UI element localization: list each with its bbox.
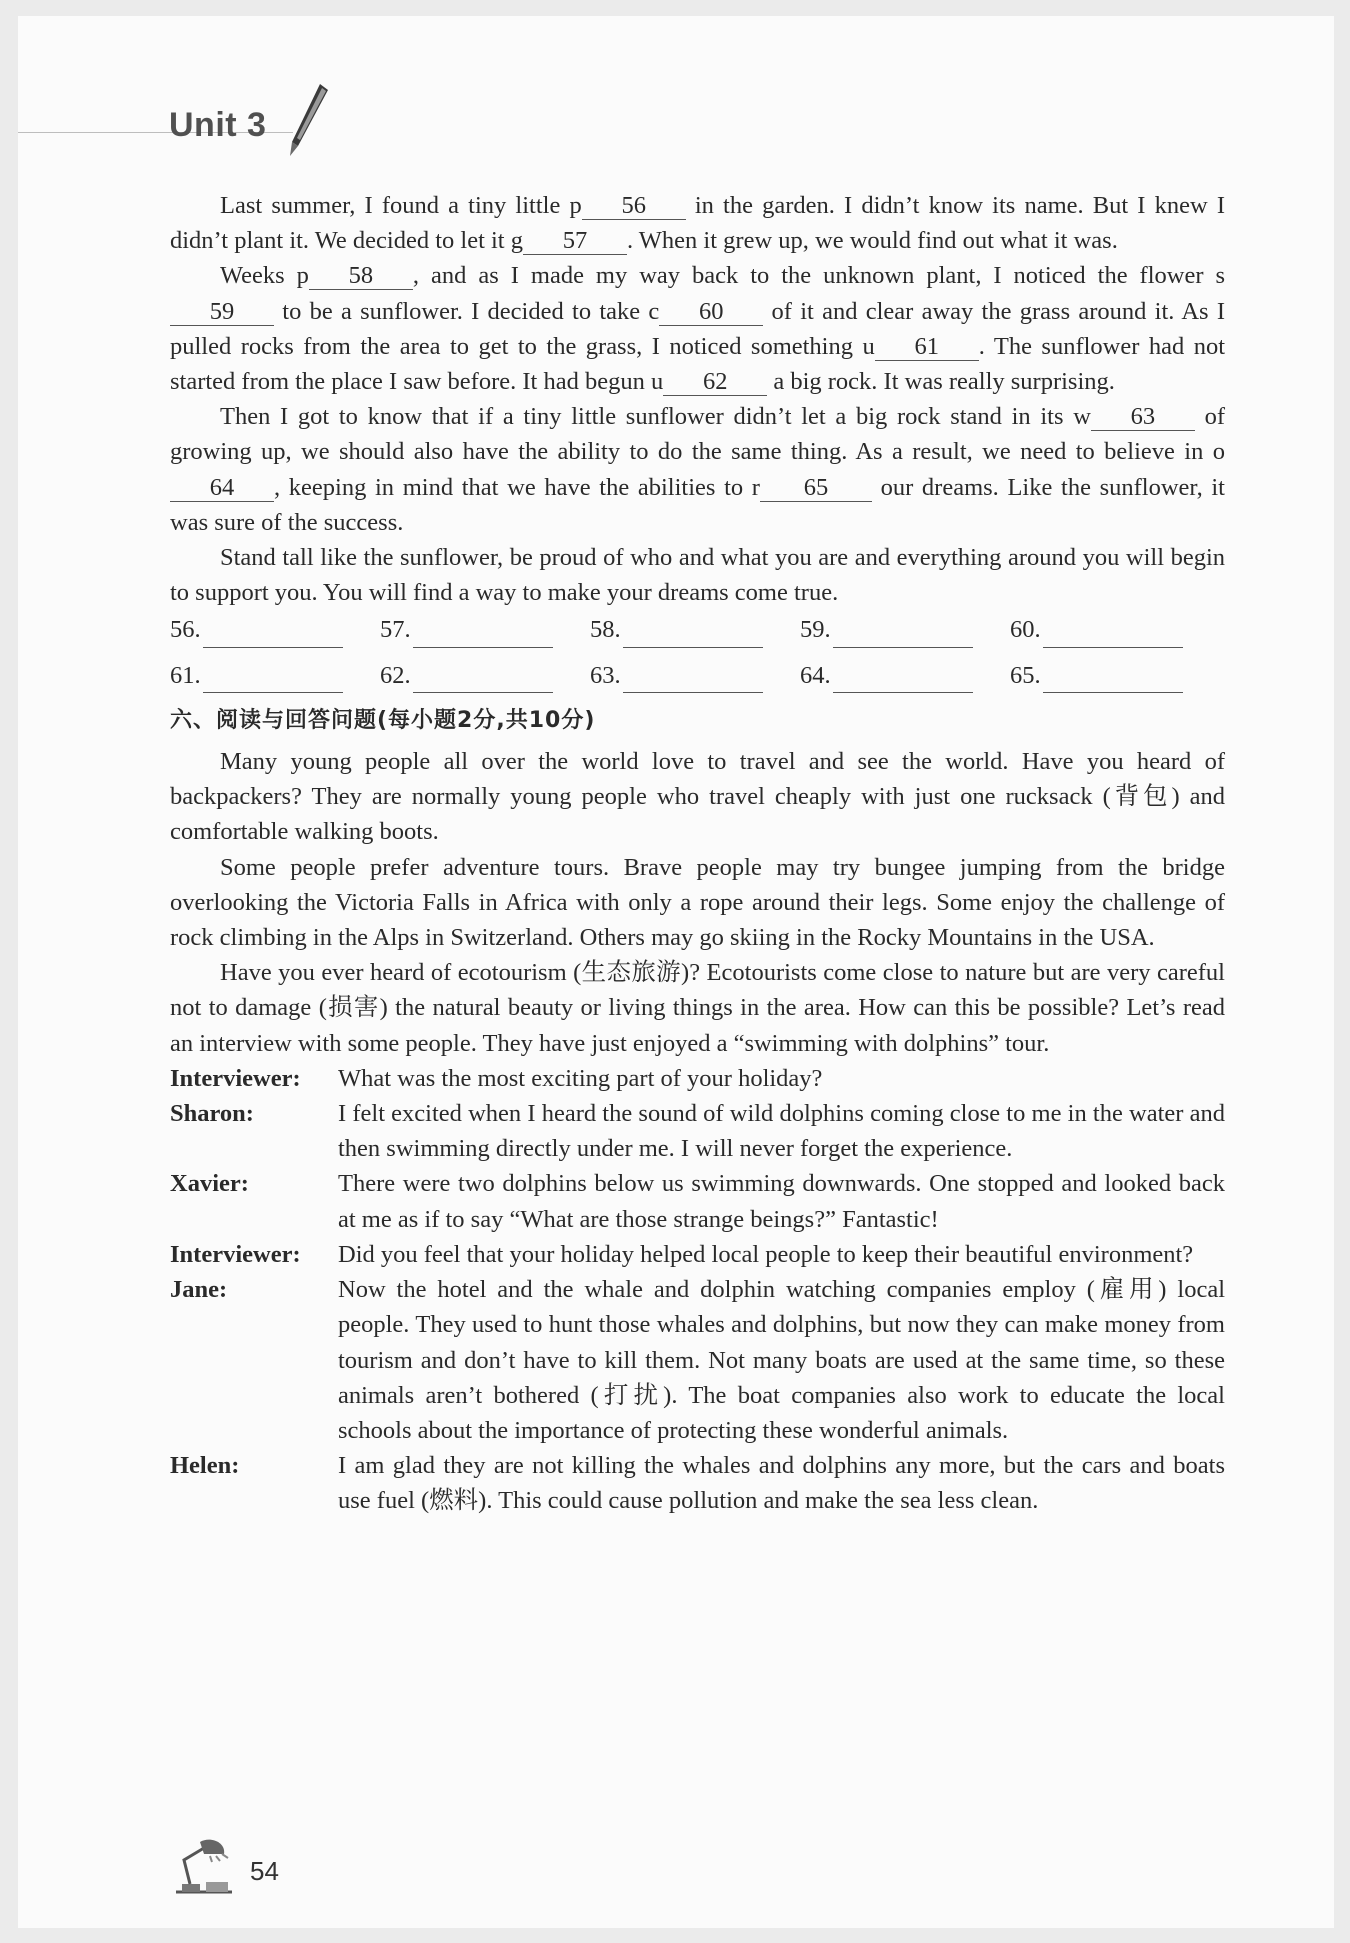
page-number: 54	[250, 1856, 279, 1886]
cloze-paragraph-1: Last summer, I found a tiny little p 56 in the garden. I didn’t know its name. But I knew I didn’t plant it. We decided to let it g 57 . When it grew up, we would find out what it was.	[170, 192, 1225, 255]
answer-field-58[interactable]	[623, 623, 763, 648]
answer-item: 61.	[170, 658, 380, 693]
speaker-name: Xavier:	[170, 1170, 249, 1198]
answer-item: 65.	[1010, 658, 1220, 693]
page-footer	[170, 1836, 370, 1896]
speaker-name: Sharon:	[170, 1100, 254, 1128]
page	[18, 16, 1334, 1928]
dialogue-line	[170, 1272, 1225, 1448]
answer-item: 60.	[1010, 612, 1220, 647]
answer-row-2	[170, 658, 1225, 693]
blank-59: 59	[170, 299, 274, 326]
dialogue-line	[170, 1237, 1225, 1272]
answer-row-1	[170, 612, 1225, 647]
blank-57: 57	[523, 228, 627, 255]
answer-item: 56.	[170, 612, 380, 647]
speaker-text: I felt excited when I heard the sound of wild dolphins coming close to me in the water and then swimming directly under me. I will never forget the experience.	[338, 1100, 1225, 1163]
answer-field-64[interactable]	[833, 668, 973, 693]
answer-item: 62.	[380, 658, 590, 693]
answer-field-56[interactable]	[203, 623, 343, 648]
answer-field-57[interactable]	[413, 623, 553, 648]
blank-65: 65	[760, 475, 872, 502]
unit-title: Unit 3	[169, 106, 267, 144]
dialogue-line	[170, 1448, 1225, 1518]
unit-header	[18, 76, 1334, 166]
answer-field-62[interactable]	[413, 668, 553, 693]
speaker-name: Interviewer:	[170, 1064, 301, 1092]
cloze-paragraph-4: Stand tall like the sunflower, be proud of who and what you are and everything around you will begin to support you. You will find a way to make your dreams come true.	[170, 544, 1225, 607]
blank-61: 61	[875, 334, 979, 361]
blank-56: 56	[582, 193, 686, 220]
answer-field-59[interactable]	[833, 623, 973, 648]
answer-field-65[interactable]	[1043, 668, 1183, 693]
answer-field-60[interactable]	[1043, 623, 1183, 648]
speaker-text: What was the most exciting part of your holiday?	[338, 1064, 823, 1092]
answer-item: 58.	[590, 612, 800, 647]
answer-item: 57.	[380, 612, 590, 647]
blank-62: 62	[663, 369, 767, 396]
answer-field-63[interactable]	[623, 668, 763, 693]
pen-icon	[276, 80, 336, 160]
dialogue-line	[170, 1166, 1225, 1236]
reading-paragraph-2: Some people prefer adventure tours. Brave people may try bungee jumping from the bridge overlooking the Victoria Falls in Africa with only a rope around their legs. Some enjoy the challenge of rock climbing in the Alps in Switzerland. Others may go skiing in the Rocky Mountains in the USA.	[170, 853, 1225, 952]
speaker-name: Interviewer:	[170, 1240, 301, 1268]
speaker-name: Helen:	[170, 1452, 240, 1480]
worksheet-content	[170, 188, 1225, 1519]
speaker-text: There were two dolphins below us swimming downwards. One stopped and looked back at me as if to say “What are those strange beings?” Fantastic!	[338, 1170, 1225, 1233]
answer-item: 63.	[590, 658, 800, 693]
answer-item: 64.	[800, 658, 1010, 693]
speaker-name: Jane:	[170, 1276, 228, 1304]
blank-63: 63	[1091, 404, 1195, 431]
reading-paragraph-1: Many young people all over the world love to travel and see the world. Have you heard of backpackers? They are normally young people who travel cheaply with just one rucksack (背包) and comfortable walking boots.	[170, 748, 1225, 846]
section-heading: 六、阅读与回答问题(每小题2分,共10分)	[170, 707, 596, 733]
blank-60: 60	[659, 299, 763, 326]
speaker-text: Did you feel that your holiday helped local people to keep their beautiful environment?	[338, 1240, 1194, 1268]
answer-field-61[interactable]	[203, 668, 343, 693]
cloze-paragraph-2: Weeks p 58 , and as I made my way back to the unknown plant, I noticed the flower s59 to be a sunflower. I decided to take c 60 of it and clear away the grass around it. As I pulled rocks from the area to get to the grass, I noticed something u 61 . The sunflower had not started from the place I saw before. It had begun u 62 a big rock. It was really surprising.	[170, 262, 1225, 396]
dialogue-line	[170, 1096, 1225, 1166]
dialogue-line	[170, 1061, 1225, 1096]
cloze-paragraph-3: Then I got to know that if a tiny little sunflower didn’t let a big rock stand in its w 63 of growing up, we should also have the ability to do the same thing. As a result, we need to believe in o64 , keeping in mind that we have the abilities to r 65 our dreams. Like the sunflower, it was sure of the success.	[170, 403, 1225, 536]
speaker-text: Now the hotel and the whale and dolphin watching companies employ (雇用) local people. They used to hunt those whales and dolphins, but now they can make money from tourism and don’t have to kill them. Not many boats are used at the same time, so these animals aren’t bothered (打扰). The boat companies also work to educate the local schools about the importance of protecting these wonderful animals.	[338, 1276, 1225, 1444]
speaker-text: I am glad they are not killing the whales and dolphins any more, but the cars and boats use fuel (燃料). This could cause pollution and make the sea less clean.	[338, 1452, 1225, 1515]
blank-64: 64	[170, 475, 274, 502]
desk-lamp-icon	[170, 1838, 240, 1896]
blank-58: 58	[309, 263, 413, 290]
answer-item: 59.	[800, 612, 1010, 647]
reading-paragraph-3: Have you ever heard of ecotourism (生态旅游)? Ecotourists come close to nature but are very careful not to damage (损害) the natural beauty or living things in the area. How can this be possible? Let’s read an interview with some people. They have just enjoyed a “swimming with dolphins” tour.	[170, 959, 1225, 1057]
